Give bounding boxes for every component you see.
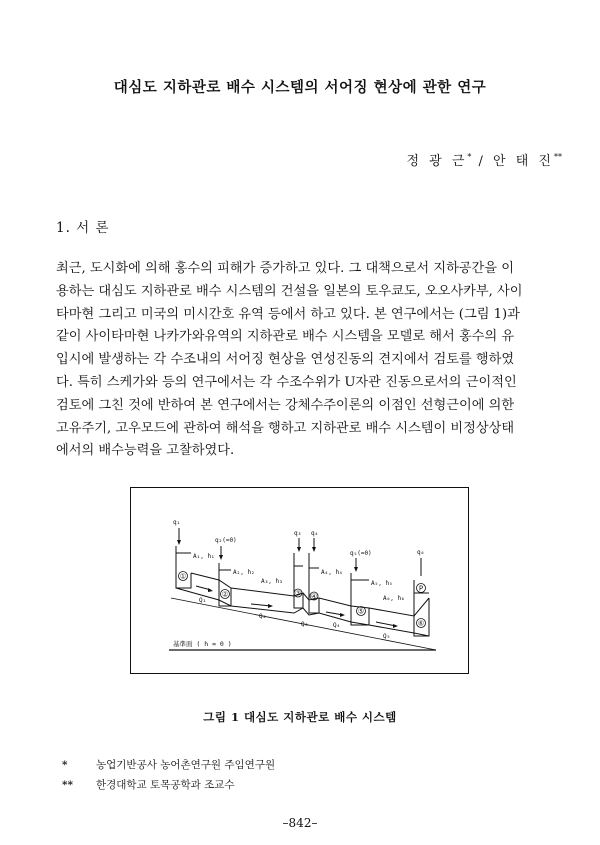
- author-1: 정 광 근: [406, 154, 468, 169]
- area-label: A₂, h₂: [233, 569, 255, 576]
- footnote-text: 한경대학교 토목공학과 조교수: [96, 779, 235, 791]
- footnote-1: [62, 757, 275, 772]
- body-line: 입시에 발생하는 각 수조내의 서어징 현상을 연성진동의 견지에서 검토를 행하였: [56, 352, 515, 368]
- author-1-mark: *: [467, 152, 472, 162]
- paper-title: 대심도 지하관로 배수 시스템의 서어징 현상에 관한 연구: [113, 79, 487, 96]
- area-label: A₁, h₁: [193, 553, 215, 560]
- author-2: 안 태 진: [493, 154, 554, 169]
- body-line: 검토에 그친 것에 반하여 본 연구에서는 강체수주이론의 이점인 선형근이에 의한: [56, 397, 515, 413]
- tank-1-label: ①: [179, 572, 187, 581]
- tank-6-label: ⑥: [417, 619, 425, 628]
- figure-1: [130, 487, 469, 674]
- flow-label: Q₂: [259, 613, 267, 620]
- body-line: 최근, 도시화에 의해 홍수의 피해가 증가하고 있다. 그 대책으로서 지하공간을 이: [56, 261, 514, 276]
- pump-label: P: [418, 584, 424, 593]
- body-line: 에서의 배수능력을 고찰하였다.: [56, 443, 235, 459]
- tank-4-label: ④: [310, 592, 318, 601]
- inflow-label: q₃: [294, 530, 302, 537]
- footnote-text: 농업기반공사 농어촌연구원 주임연구원: [96, 759, 276, 771]
- section-heading: 1. 서 론: [56, 220, 110, 236]
- flow-label: Q₄: [333, 622, 341, 629]
- author-separator: /: [471, 154, 494, 169]
- flow-label: Q₅: [383, 633, 391, 640]
- footnote-mark: *: [62, 759, 68, 771]
- inflow-label: q₁: [173, 519, 181, 526]
- author-2-mark: **: [554, 152, 562, 162]
- body-line: 다. 특히 스케가와 등의 연구에서는 각 수조수위가 U자관 진동으로서의 근이적인: [56, 374, 517, 390]
- page-number: –842–: [282, 816, 318, 830]
- datum-label: 基準面 ( h = 0 ): [173, 640, 232, 648]
- flow-label: Q₃: [301, 621, 309, 628]
- body-line: 같이 사이타마현 나카가와유역의 지하관로 배수 시스템을 모델로 해서 홍수의 유: [56, 329, 515, 345]
- body-line: 용하는 대심도 지하관로 배수 시스템의 건설을 일본의 토우쿄도, 오오사카부, 사이: [56, 283, 523, 299]
- flow-label: Q₁: [199, 597, 207, 604]
- body-paragraph: [56, 258, 562, 463]
- drainage-system-diagram: [131, 488, 468, 673]
- body-line: 타마현 그리고 미국의 미시간호 유역 등에서 하고 있다. 본 연구에서는 (그림 1)과: [56, 306, 520, 322]
- footnote-2: [62, 777, 235, 792]
- area-label: A₅, h₅: [371, 580, 393, 587]
- figure-caption: 그림 1 대심도 지하관로 배수 시스템: [203, 710, 397, 724]
- inflow-label: q₅(=0): [350, 550, 372, 557]
- area-label: A₄, h₄: [321, 569, 343, 576]
- inflow-label: q₂(=0): [215, 537, 237, 544]
- inflow-label: q₄: [311, 530, 319, 537]
- author-line: [406, 150, 562, 169]
- footnote-mark: **: [62, 779, 73, 791]
- inflow-label: q₆: [417, 549, 425, 556]
- tank-2-label: ②: [221, 590, 229, 599]
- tank-3-label: ③: [294, 589, 302, 598]
- body-line: 고유주기, 고우모드에 관하여 해석을 행하고 지하관로 배수 시스템이 비정상상태: [56, 420, 515, 436]
- area-label: A₆, h₆: [383, 595, 405, 602]
- tank-5-label: ⑤: [357, 607, 365, 616]
- area-label: A₃, h₃: [261, 578, 283, 585]
